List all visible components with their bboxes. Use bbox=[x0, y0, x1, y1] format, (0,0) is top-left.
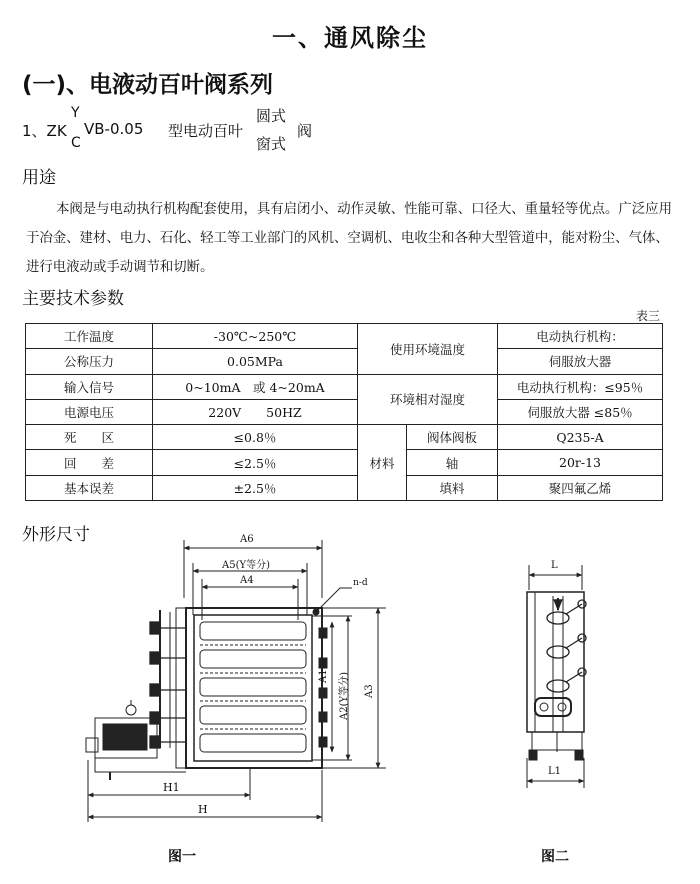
page-title: 一、通风除尘 bbox=[272, 24, 428, 52]
figure-2-caption: 图二 bbox=[541, 849, 569, 865]
model-type: 型电动百叶 bbox=[168, 122, 244, 140]
env-humid-value-1: 电动执行机构：≤95％ bbox=[498, 374, 663, 399]
param-label: 死 区 bbox=[26, 425, 153, 450]
model-suffix: 阀 bbox=[297, 122, 313, 140]
series-title: (一)、电液动百叶阀系列 bbox=[22, 72, 274, 98]
param-value: 0.05MPa bbox=[153, 349, 358, 374]
table-row bbox=[26, 399, 663, 424]
table-row bbox=[26, 374, 663, 399]
param-value: 0~10mA 或 4~20mA bbox=[153, 374, 358, 399]
material-value: 20r-13 bbox=[498, 450, 663, 475]
dim-label-a1: A1 bbox=[318, 669, 329, 683]
spec-table bbox=[25, 323, 663, 501]
param-label: 电源电压 bbox=[26, 399, 153, 424]
usage-paragraph: 本阀是与电动执行机构配套使用，具有启闭小、动作灵敏、性能可靠、口径大、重量轻等优点。广泛应用于冶金、建材、电力、石化、轻工等工业部门的风机、空调机、电收尘和各种大型管道中，能对粉尘、气体、进行电液动或手动调节和切断。 bbox=[26, 202, 672, 275]
dim-label-l1: L1 bbox=[548, 766, 562, 777]
dim-label-a6: A6 bbox=[240, 534, 254, 545]
env-humid-label: 环境相对湿度 bbox=[358, 374, 498, 425]
material-part: 轴 bbox=[407, 450, 498, 475]
dim-label-nd: n-d bbox=[353, 578, 368, 588]
model-shape-bottom: 窗式 bbox=[256, 135, 287, 153]
dim-label-a5: A5(Y等分) bbox=[222, 560, 270, 571]
param-value: ≤0.8％ bbox=[153, 425, 358, 450]
dim-label-a4: A4 bbox=[240, 575, 254, 586]
param-label: 公称压力 bbox=[26, 349, 153, 374]
dim-label-a3: A3 bbox=[364, 684, 375, 698]
params-heading: 主要技术参数 bbox=[22, 289, 124, 309]
param-value: -30℃~250℃ bbox=[153, 324, 358, 349]
table-row bbox=[26, 425, 663, 450]
model-shape-top: 圆式 bbox=[256, 107, 287, 125]
param-label: 输入信号 bbox=[26, 374, 153, 399]
figure-2-drawing bbox=[527, 565, 586, 788]
dim-label-l: L bbox=[551, 560, 558, 571]
material-label: 材料 bbox=[358, 425, 407, 501]
material-value: Q235-A bbox=[498, 425, 663, 450]
table-row bbox=[26, 349, 663, 374]
usage-heading: 用途 bbox=[22, 168, 56, 188]
param-value: ±2.5％ bbox=[153, 475, 358, 500]
material-value: 聚四氟乙烯 bbox=[498, 475, 663, 500]
model-line bbox=[22, 107, 442, 153]
figure-1-caption: 图一 bbox=[168, 849, 196, 865]
dim-label-h1: H1 bbox=[163, 781, 180, 794]
env-temp-value-1: 电动执行机构： bbox=[498, 324, 663, 349]
table-row bbox=[26, 475, 663, 500]
param-label: 回 差 bbox=[26, 450, 153, 475]
dimensions-heading: 外形尺寸 bbox=[22, 525, 90, 545]
param-label: 工作温度 bbox=[26, 324, 153, 349]
param-value: ≤2.5％ bbox=[153, 450, 358, 475]
model-superscript: Y bbox=[71, 105, 80, 121]
model-prefix: 1、ZK bbox=[22, 122, 67, 140]
env-temp-label: 使用环境温度 bbox=[358, 324, 498, 375]
dim-label-h: H bbox=[198, 803, 208, 816]
table-row bbox=[26, 324, 663, 349]
param-label: 基本误差 bbox=[26, 475, 153, 500]
dim-label-a2: A2(Y等分) bbox=[339, 672, 350, 720]
material-part: 阀体阀板 bbox=[407, 425, 498, 450]
env-humid-value-2: 伺服放大器 ≤85％ bbox=[498, 399, 663, 424]
param-value: 220V 50HZ bbox=[153, 399, 358, 424]
table-row bbox=[26, 450, 663, 475]
env-temp-value-2: 伺服放大器 bbox=[498, 349, 663, 374]
model-code: VB-0.05 bbox=[84, 120, 144, 138]
model-subscript: C bbox=[71, 135, 81, 151]
table-note: 表三 bbox=[635, 309, 660, 323]
material-part: 填料 bbox=[407, 475, 498, 500]
